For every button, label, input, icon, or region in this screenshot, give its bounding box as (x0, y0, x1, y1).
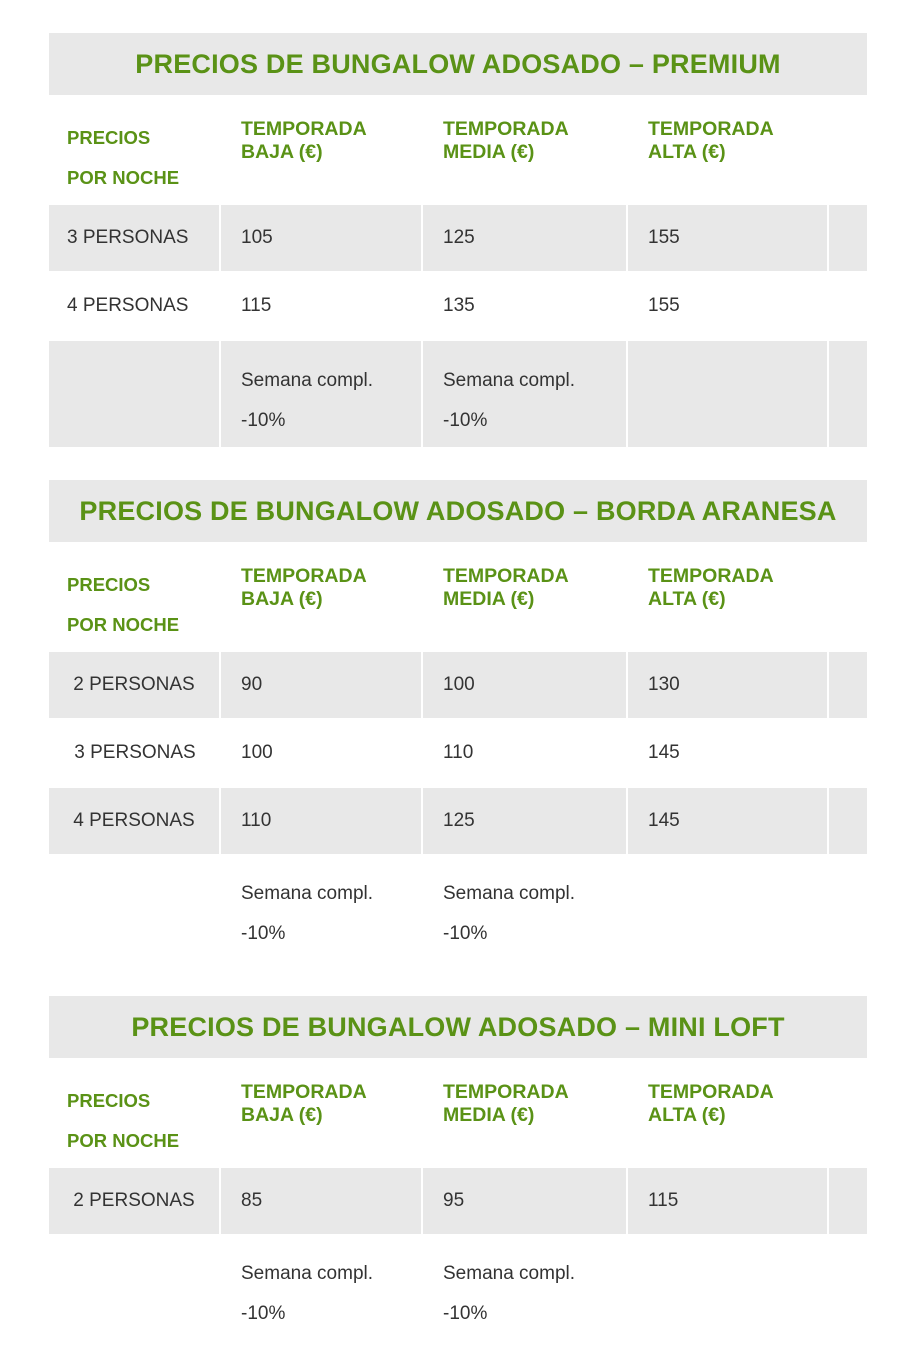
header-temporada-media: TEMPORADA MEDIA (€) (443, 118, 569, 163)
price-alta: 145 (630, 788, 829, 854)
table-row (49, 718, 867, 788)
discount-note: Semana compl. -10% (443, 1263, 576, 1324)
empty-cell (630, 341, 829, 447)
table-header-row (49, 1058, 867, 1168)
empty-cell (831, 341, 867, 447)
price-media: 125 (425, 205, 628, 271)
price-baja: 105 (223, 205, 423, 271)
table-title: PRECIOS DE BUNGALOW ADOSADO – MINI LOFT (49, 996, 867, 1058)
header-precios-por-noche: PRECIOS POR NOCHE (67, 574, 180, 635)
price-alta: 155 (648, 295, 680, 316)
price-media: 135 (443, 295, 475, 316)
row-label: 3 PERSONAS (49, 205, 221, 271)
price-alta: 155 (630, 205, 829, 271)
header-temporada-baja: TEMPORADA BAJA (€) (241, 1081, 367, 1126)
discount-note: Semana compl. -10% (241, 1263, 374, 1324)
discount-note: Semana compl. -10% (223, 341, 423, 447)
discount-row (49, 341, 867, 447)
empty-cell (831, 652, 867, 718)
price-alta: 130 (630, 652, 829, 718)
discount-note: Semana compl. -10% (443, 883, 576, 944)
discount-note: Semana compl. -10% (425, 341, 628, 447)
table-row (49, 1168, 867, 1234)
empty-cell (831, 788, 867, 854)
row-label: 4 PERSONAS (67, 295, 189, 316)
price-alta: 115 (630, 1168, 829, 1234)
header-temporada-baja: TEMPORADA BAJA (€) (241, 565, 367, 610)
header-temporada-alta: TEMPORADA ALTA (€) (648, 1081, 774, 1126)
price-alta: 145 (648, 742, 680, 763)
header-precios-por-noche: PRECIOS POR NOCHE (67, 1090, 180, 1151)
header-temporada-alta: TEMPORADA ALTA (€) (648, 565, 774, 610)
empty-cell (831, 1168, 867, 1234)
table-row (49, 652, 867, 718)
price-table-borda-aranesa (49, 480, 867, 960)
price-baja: 90 (223, 652, 423, 718)
table-header-row (49, 95, 867, 205)
table-header-row (49, 542, 867, 652)
empty-cell (49, 341, 221, 447)
table-row (49, 271, 867, 341)
row-label: 2 PERSONAS (49, 1168, 221, 1234)
table-row (49, 205, 867, 271)
price-media: 95 (425, 1168, 628, 1234)
price-media: 100 (425, 652, 628, 718)
header-temporada-baja: TEMPORADA BAJA (€) (241, 118, 367, 163)
price-media: 125 (425, 788, 628, 854)
price-media: 110 (443, 742, 474, 763)
row-label: 4 PERSONAS (49, 788, 221, 854)
discount-note: Semana compl. -10% (241, 883, 374, 944)
header-temporada-alta: TEMPORADA ALTA (€) (648, 118, 774, 163)
table-row (49, 788, 867, 854)
row-label: 2 PERSONAS (49, 652, 221, 718)
discount-row (49, 1234, 867, 1340)
empty-cell (831, 205, 867, 271)
table-title: PRECIOS DE BUNGALOW ADOSADO – BORDA ARANESA (49, 480, 867, 542)
price-baja: 100 (241, 742, 273, 763)
price-table-mini-loft (49, 996, 867, 1340)
price-baja: 85 (223, 1168, 423, 1234)
header-precios-por-noche: PRECIOS POR NOCHE (67, 127, 180, 188)
price-table-premium (49, 33, 867, 447)
discount-row (49, 854, 867, 960)
price-baja: 115 (241, 295, 272, 316)
header-temporada-media: TEMPORADA MEDIA (€) (443, 1081, 569, 1126)
row-label: 3 PERSONAS (74, 742, 196, 763)
price-baja: 110 (223, 788, 423, 854)
table-title: PRECIOS DE BUNGALOW ADOSADO – PREMIUM (49, 33, 867, 95)
header-temporada-media: TEMPORADA MEDIA (€) (443, 565, 569, 610)
